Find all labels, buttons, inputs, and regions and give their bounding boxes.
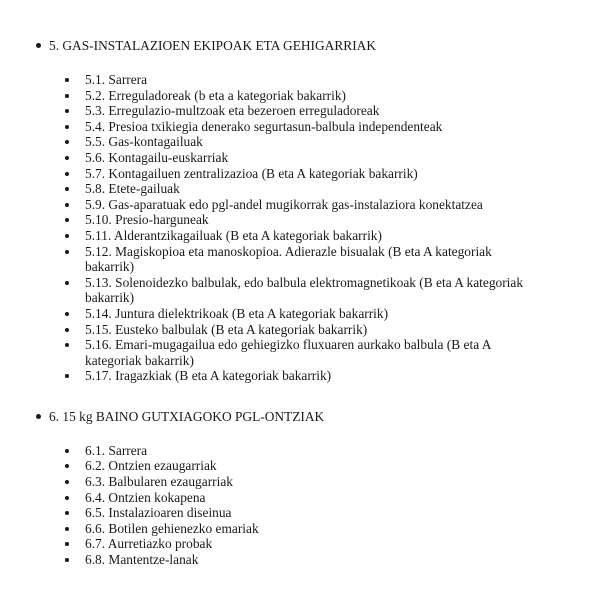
list-item bbox=[49, 474, 540, 490]
bullet-icon bbox=[65, 234, 69, 238]
item-text: 6.7. Aurretiazko probak bbox=[85, 536, 213, 552]
item-text: 5.16. Emari-mugagailua edo gehiegizko fluxuaren aurkako balbula (B eta A kategoriak bakarrik) bbox=[85, 337, 491, 368]
list-item bbox=[49, 521, 540, 537]
bullet-icon bbox=[36, 414, 41, 419]
bullet-icon bbox=[65, 156, 69, 160]
item-text: 5.8. Etete-gailuak bbox=[85, 181, 180, 197]
list-item bbox=[49, 150, 540, 166]
item-text: 5.13. Solenoidezko balbulak, edo balbula elektromagnetikoak (B eta A kategoriak bakarrik) bbox=[85, 274, 524, 306]
item-text: 6.5. Instalazioaren diseinua bbox=[85, 505, 232, 521]
outline-list bbox=[0, 37, 600, 568]
item-text: 6.3. Balbularen ezaugarriak bbox=[85, 474, 233, 490]
item-text: 5.10. Presio-harguneak bbox=[85, 212, 209, 228]
item-text: 5.3. Erregulazio-multzoak eta bezeroen erreguladoreak bbox=[85, 103, 380, 119]
item-text: 6.2. Ontzien ezaugarriak bbox=[85, 458, 217, 474]
item-text: 5.6. Kontagailu-euskarriak bbox=[85, 149, 229, 165]
list-item bbox=[49, 103, 540, 119]
list-item bbox=[49, 228, 540, 244]
bullet-icon bbox=[65, 203, 69, 207]
item-text: 5.2. Erreguladoreak (b eta a kategoriak bakarrik) bbox=[85, 87, 346, 103]
bullet-icon bbox=[65, 464, 69, 468]
item-text: 5.14. Juntura dielektrikoak (B eta A kategoriak bakarrik) bbox=[85, 305, 389, 321]
list-item bbox=[49, 337, 540, 368]
list-item bbox=[49, 505, 540, 521]
item-text: 5.4. Presioa txikiegia denerako segurtasun-balbula independenteak bbox=[85, 118, 443, 134]
list-item bbox=[49, 244, 540, 275]
item-text: 5.1. Sarrera bbox=[85, 72, 148, 87]
list-item bbox=[49, 536, 540, 552]
item-text: 6.4. Ontzien kokapena bbox=[85, 489, 206, 505]
list-item bbox=[49, 443, 540, 459]
bullet-icon bbox=[65, 78, 69, 82]
bullet-icon bbox=[65, 542, 69, 546]
bullet-icon bbox=[65, 511, 69, 515]
item-text: 5.7. Kontagailuen zentralizazioa (B eta A kategoriak bakarrik) bbox=[85, 165, 418, 181]
list-item bbox=[49, 181, 540, 197]
item-text: 6.6. Botilen gehienezko emariak bbox=[85, 520, 259, 536]
list-item bbox=[49, 322, 540, 338]
bullet-icon bbox=[65, 187, 69, 191]
bullet-icon bbox=[65, 250, 69, 254]
bullet-icon bbox=[65, 374, 69, 378]
list-item bbox=[49, 368, 540, 384]
list-item bbox=[49, 212, 540, 228]
bullet-icon bbox=[65, 496, 69, 500]
bullet-icon bbox=[65, 109, 69, 113]
section-6-items bbox=[49, 443, 600, 568]
item-text: 5.15. Eusteko balbulak (B eta A kategoriak bakarrik) bbox=[85, 321, 368, 337]
item-text: 6.8. Mantentze-lanak bbox=[85, 552, 199, 568]
list-item bbox=[49, 119, 540, 135]
list-item bbox=[49, 134, 540, 150]
bullet-icon bbox=[36, 43, 41, 48]
section-5 bbox=[0, 37, 600, 384]
bullet-icon bbox=[65, 140, 69, 144]
item-text: 5.5. Gas-kontagailuak bbox=[85, 134, 203, 150]
list-item bbox=[49, 72, 540, 88]
bullet-icon bbox=[65, 94, 69, 98]
section-title: 6. 15 kg BAINO GUTXIAGOKO PGL-ONTZIAK bbox=[49, 408, 325, 424]
list-item bbox=[49, 306, 540, 322]
bullet-icon bbox=[65, 527, 69, 531]
section-5-items bbox=[49, 72, 600, 384]
list-item bbox=[49, 197, 540, 213]
bullet-icon bbox=[65, 172, 69, 176]
list-item bbox=[49, 166, 540, 182]
list-item bbox=[49, 88, 540, 104]
bullet-icon bbox=[65, 480, 69, 484]
bullet-icon bbox=[65, 449, 69, 453]
bullet-icon bbox=[65, 281, 69, 285]
bullet-icon bbox=[65, 558, 69, 562]
item-text: 6.1. Sarrera bbox=[85, 442, 148, 458]
bullet-icon bbox=[65, 343, 69, 347]
bullet-icon bbox=[65, 328, 69, 332]
list-item bbox=[49, 458, 540, 474]
bullet-icon bbox=[65, 218, 69, 222]
item-text: 5.9. Gas-aparatuak edo pgl-andel mugikorrak gas-instalaziora konektatzea bbox=[85, 196, 483, 212]
section-6 bbox=[0, 408, 600, 568]
item-text: 5.12. Magiskopioa eta manoskopioa. Adierazle bisualak (B eta A kategoriak bakarrik) bbox=[85, 243, 492, 275]
list-item bbox=[49, 275, 540, 306]
list-item bbox=[49, 490, 540, 506]
bullet-icon bbox=[65, 312, 69, 316]
item-text: 5.11. Alderantzikagailuak (B eta A kategoriak bakarrik) bbox=[85, 227, 382, 243]
bullet-icon bbox=[65, 125, 69, 129]
list-item bbox=[49, 552, 540, 568]
section-title: 5. GAS-INSTALAZIOEN EKIPOAK ETA GEHIGARRIAK bbox=[49, 38, 377, 53]
item-text: 5.17. Iragazkiak (B eta A kategoriak bakarrik) bbox=[85, 368, 332, 384]
